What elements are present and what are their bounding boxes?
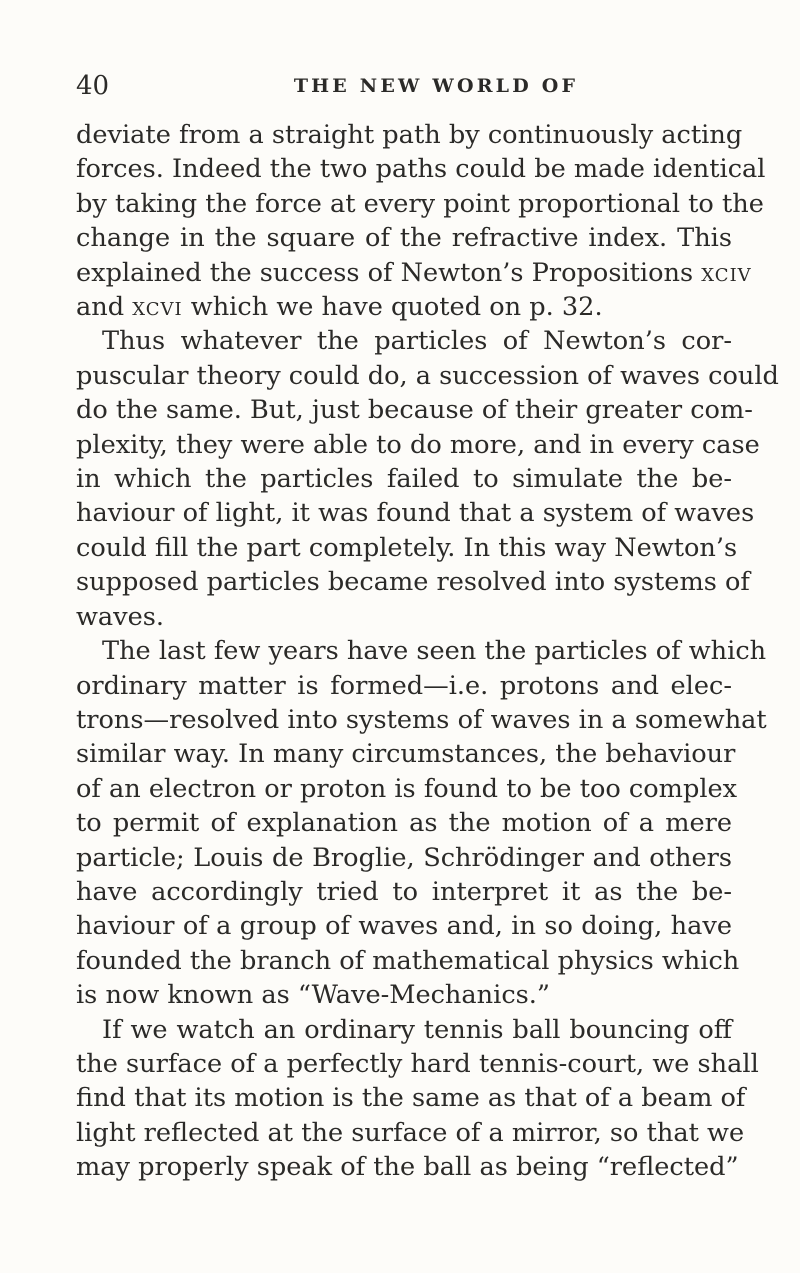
running-head: [76, 66, 736, 106]
text-line: waves.: [76, 601, 165, 632]
page-number: 40: [76, 71, 110, 101]
text-line: If we watch an ordinary tennis ball bouncing off: [102, 1014, 732, 1045]
text-line: haviour of light, it was found that a system of waves: [76, 498, 755, 529]
text-line: do the same. But, just because of their greater com-: [76, 395, 753, 426]
text-line: in which the particles failed to simulate the be-: [76, 464, 732, 495]
text-line: light reflected at the surface of a mirror, so that we: [76, 1117, 745, 1148]
text-line: of an electron or proton is found to be too complex: [76, 773, 738, 804]
text-line: find that its motion is the same as that of a beam of: [76, 1083, 746, 1114]
text-line: supposed particles became resolved into systems of: [76, 567, 750, 598]
text-line: change in the square of the refractive index. This: [76, 223, 732, 254]
text-line: haviour of a group of waves and, in so doing, have: [76, 911, 732, 942]
text-line: particle; Louis de Broglie, Schrödinger and others: [76, 842, 732, 873]
text-line: deviate from a straight path by continuously acting: [76, 120, 743, 150]
text-line: ordinary matter is formed—i.e. protons and elec-: [76, 670, 732, 701]
text-line: and xcvi which we have quoted on p. 32.: [76, 292, 603, 323]
text-line: explained the success of Newton’s Propositions xciv: [76, 257, 752, 288]
text-line: to permit of explanation as the motion of a mere: [76, 808, 732, 839]
text-line: could fill the part completely. In this way Newton’s: [76, 532, 738, 563]
text-line: trons—resolved into systems of waves in a somewhat: [76, 704, 767, 735]
text-line: plexity, they were able to do more, and in every case: [76, 429, 760, 460]
body-text: [76, 118, 779, 1185]
text-line: the surface of a perfectly hard tennis-court, we shall: [76, 1048, 759, 1079]
text-line: The last few years have seen the particles of which: [102, 636, 767, 667]
running-title: THE NEW WORLD OF: [293, 75, 579, 97]
text-line: may properly speak of the ball as being “reflected”: [76, 1152, 739, 1183]
text-line: founded the branch of mathematical physics which: [76, 945, 740, 976]
text-line: similar way. In many circumstances, the behaviour: [76, 739, 736, 770]
paragraph: [76, 118, 766, 324]
text-line: by taking the force at every point proportional to the: [76, 188, 764, 219]
text-line: have accordingly tried to interpret it as the be-: [76, 876, 732, 907]
text-line: puscular theory could do, a succession of waves could: [76, 360, 779, 391]
roman-numeral: xcvi: [132, 292, 183, 323]
roman-numeral: xciv: [701, 257, 752, 288]
text-line: forces. Indeed the two paths could be made identical: [76, 154, 766, 185]
text-line: is now known as “Wave-Mechanics.”: [76, 980, 551, 1011]
paragraph: [76, 324, 779, 634]
paragraph: [76, 634, 767, 1012]
paragraph: [76, 1013, 759, 1185]
text-line: Thus whatever the particles of Newton’s cor-: [102, 326, 732, 357]
